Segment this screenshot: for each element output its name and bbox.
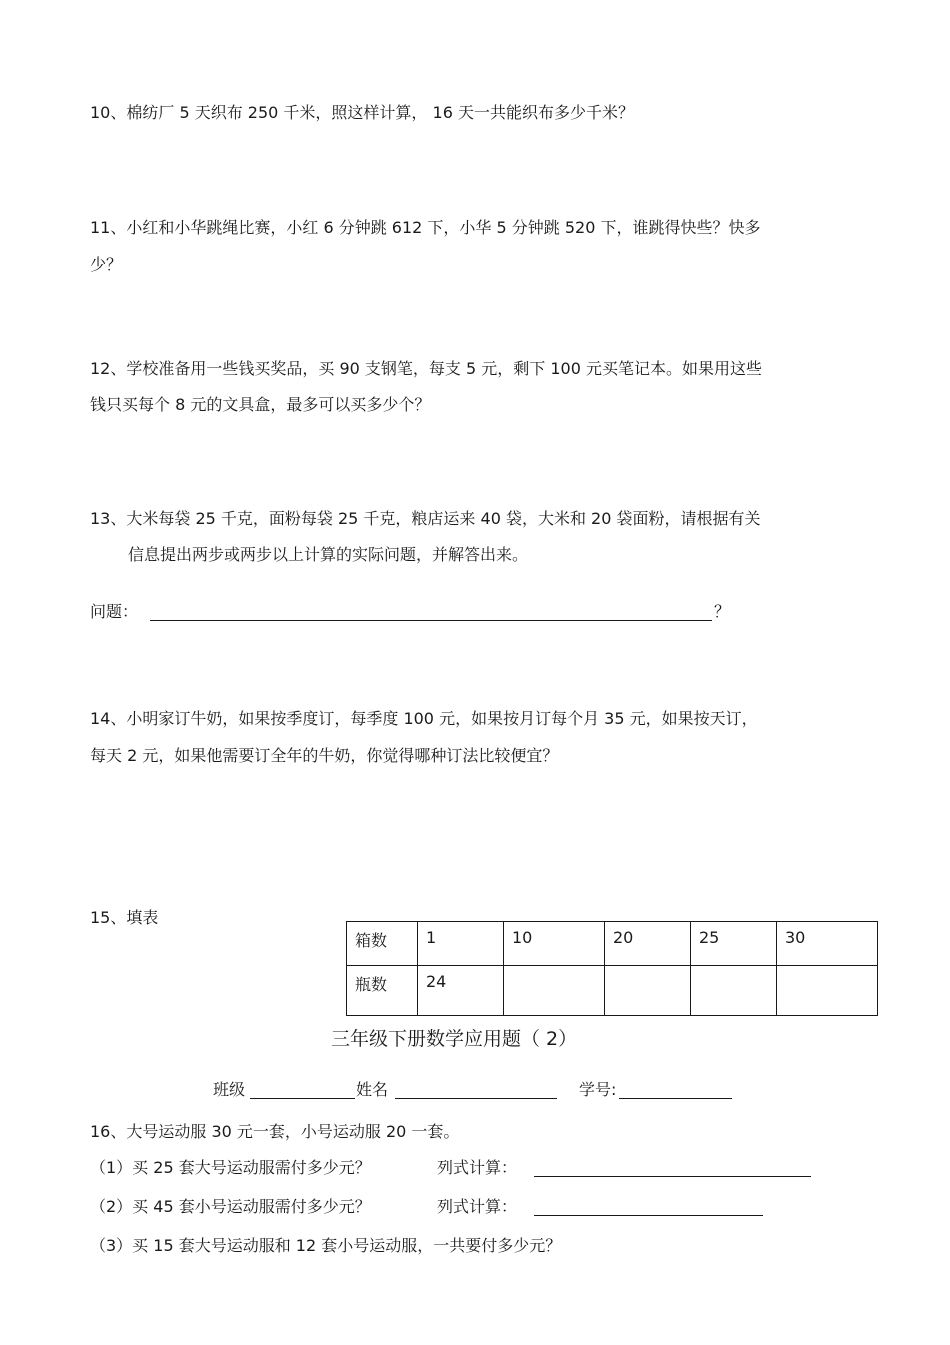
table-cell: 1 xyxy=(418,922,504,966)
table-cell-blank[interactable] xyxy=(504,966,605,1016)
table-cell: 25 xyxy=(691,922,777,966)
student-id-label: 学号: xyxy=(579,1080,617,1099)
table-row xyxy=(347,922,878,966)
table-row xyxy=(347,966,878,1016)
table-cell: 10 xyxy=(504,922,605,966)
student-id-field[interactable] xyxy=(619,1098,732,1099)
table-cell-blank[interactable] xyxy=(777,966,878,1016)
table-cell-blank[interactable] xyxy=(605,966,691,1016)
calc-label-2: 列式计算： xyxy=(437,1197,518,1216)
question-12-line-2: 钱只买每个 8 元的文具盒，最多可以买多少个？ xyxy=(90,395,431,414)
question-13-line-2: 信息提出两步或两步以上计算的实际问题，并解答出来。 xyxy=(128,545,529,564)
question-16-sub-1: （1）买 25 套大号运动服需付多少元？ xyxy=(90,1158,371,1177)
class-field[interactable] xyxy=(250,1098,355,1099)
question-16-sub-2: （2）买 45 套小号运动服需付多少元？ xyxy=(90,1197,371,1216)
question-15-label: 15、填表 xyxy=(90,908,159,927)
table-cell: 30 xyxy=(777,922,878,966)
table-cell: 20 xyxy=(605,922,691,966)
question-mark: ？ xyxy=(714,602,731,621)
question-11-line-1: 11、小红和小华跳绳比赛，小红 6 分钟跳 612 下，小华 5 分钟跳 520 下，谁跳得快些？快多 xyxy=(90,218,761,237)
question-10: 10、棉纺厂 5 天织布 250 千米，照这样计算， 16 天一共能织布多少千米？ xyxy=(90,103,634,122)
fill-in-table xyxy=(346,921,878,1016)
question-16-sub-3: （3）买 15 套大号运动服和 12 套小号运动服，一共要付多少元？ xyxy=(90,1236,562,1255)
calc-answer-line-1[interactable] xyxy=(534,1176,811,1177)
calc-label-1: 列式计算： xyxy=(437,1158,518,1177)
name-field[interactable] xyxy=(395,1098,557,1099)
table-header-cell: 瓶数 xyxy=(347,966,418,1016)
question-11-line-2: 少？ xyxy=(90,255,123,274)
table-header-cell: 箱数 xyxy=(347,922,418,966)
table-cell: 24 xyxy=(418,966,504,1016)
table-cell-blank[interactable] xyxy=(691,966,777,1016)
question-14-line-2: 每天 2 元，如果他需要订全年的牛奶，你觉得哪种订法比较便宜？ xyxy=(90,746,559,765)
calc-answer-line-2[interactable] xyxy=(534,1215,763,1216)
question-13-line-1: 13、大米每袋 25 千克，面粉每袋 25 千克，粮店运来 40 袋，大米和 20 袋面粉，请根据有关 xyxy=(90,509,761,528)
question-12-line-1: 12、学校准备用一些钱买奖品，买 90 支钢笔，每支 5 元，剩下 100 元买笔记本。如果用这些 xyxy=(90,359,762,378)
question-16-intro: 16、大号运动服 30 元一套，小号运动服 20 一套。 xyxy=(90,1122,460,1141)
class-label: 班级 xyxy=(213,1080,246,1099)
question-14-line-1: 14、小明家订牛奶，如果按季度订，每季度 100 元，如果按月订每个月 35 元，如果按天订， xyxy=(90,709,758,728)
question-answer-line[interactable] xyxy=(150,620,712,621)
section-title: 三年级下册数学应用题（ 2） xyxy=(331,1028,578,1050)
name-label: 姓名 xyxy=(356,1080,389,1099)
question-label: 问题： xyxy=(90,602,139,621)
